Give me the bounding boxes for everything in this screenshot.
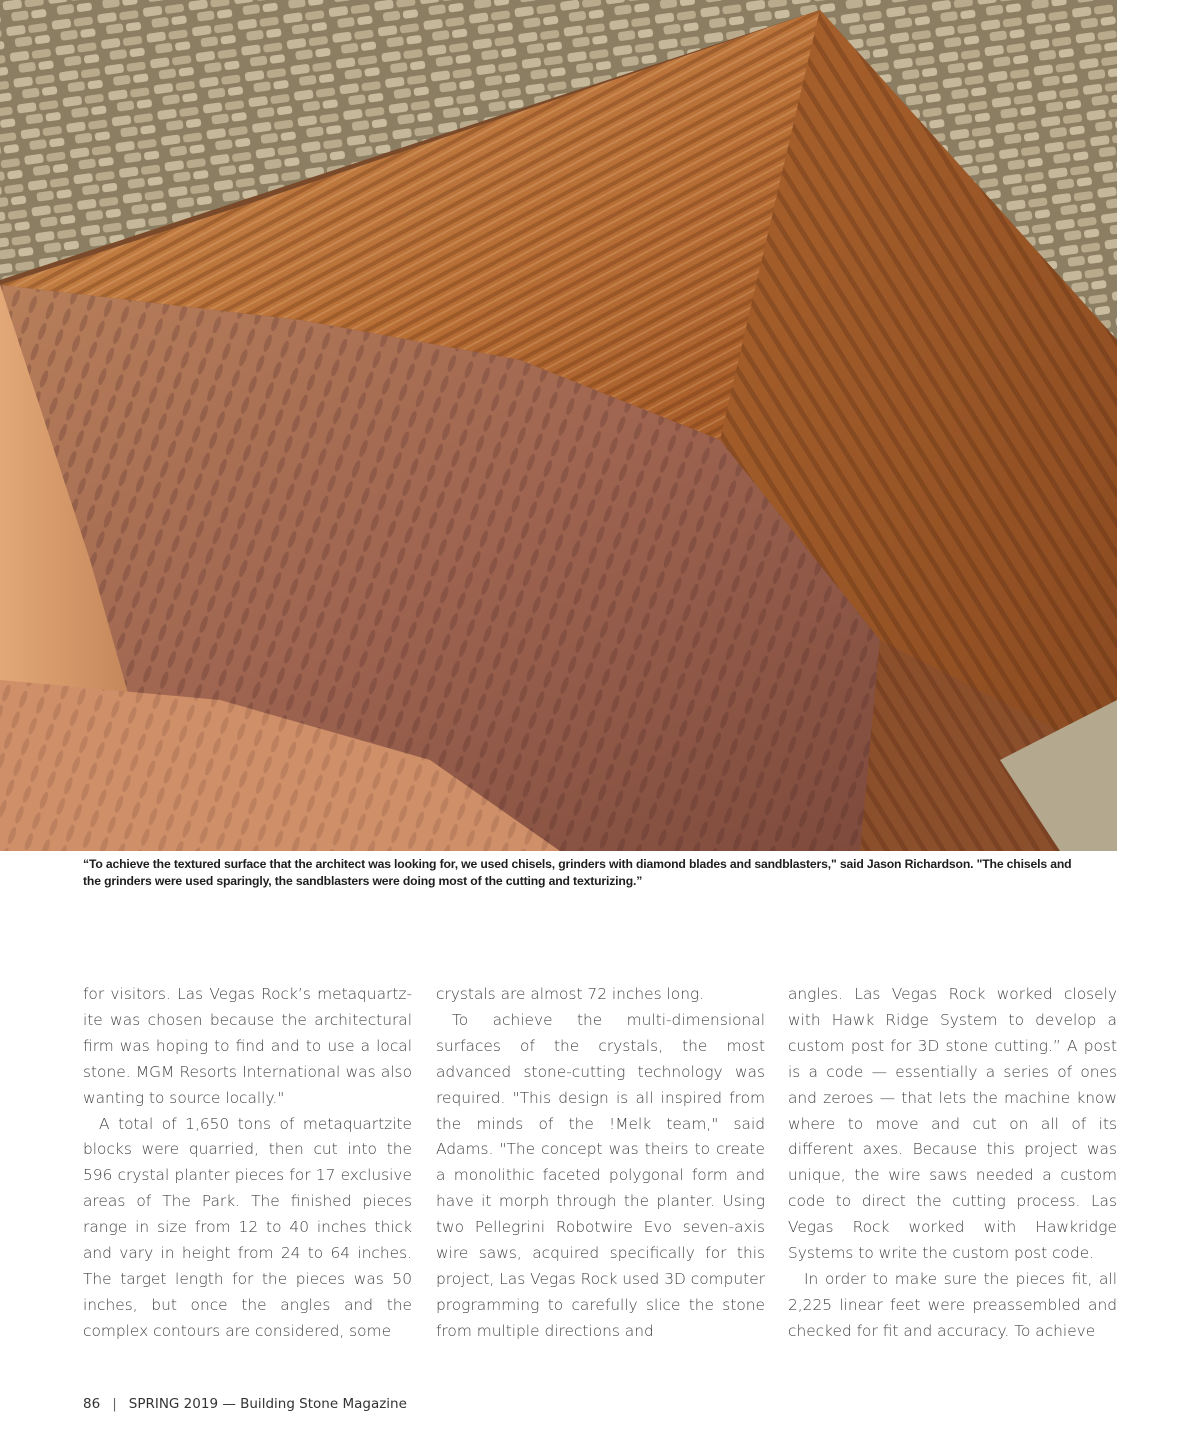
photo-caption: “To achieve the textured surface that the architect was looking for, we used chisels, grinders with diamond blades and sandblasters," said Jason Richardson. "The chisels and the grinders were used sparingly, the sandblasters were doing most of the cutting and texturizing.” [83, 857, 1072, 888]
paragraph: A total of 1,650 tons of metaquartzite blocks were quarried, then cut into the 596 crystal planter pieces for 17 exclusive areas of The Park. The finished pieces range in size from 12 to 40 inches thick and vary in height from 24 to 64 inches. The target length for the pieces was 50 inches, but once the angles and the complex contours are considered, some [83, 1114, 412, 1340]
paragraph: To achieve the multi-dimensional surfaces of the crystals, the most advanced stone-cutting technology was required. "This design is all inspired from the minds of the !Melk team," said Adams. "The concept was theirs to create a monolithic faceted polygonal form and have it morph through the planter. Using two Pellegrini Robotwire Evo seven-axis wire saws, acquired specifically for this project, Las Vegas Rock used 3D computer programming to carefully slice the stone from multiple directions and [436, 1010, 765, 1340]
article-column-2 [436, 982, 765, 1345]
article-column-3 [788, 982, 1117, 1345]
issue-label: SPRING 2019 [128, 1396, 219, 1412]
paragraph: angles. Las Vegas Rock worked closely with Hawk Ridge System to develop a custom post for 3D stone cutting.” A post is a code — essentially a series of ones and zeroes — that lets the machine know where to move and cut on all of its different axes. Because this project was unique, the wire saws needed a custom code to direct the cutting process. Las Vegas Rock worked with Hawkridge Systems to write the custom post code. [788, 985, 1117, 1263]
paragraph: crystals are almost 72 inches long. [436, 985, 705, 1003]
page-footer [83, 1396, 407, 1412]
paragraph: In order to make sure the pieces fit, all 2,225 linear feet were preassembled and checked for fit and accuracy. To achieve [788, 1269, 1117, 1340]
publication-name: — Building Stone Magazine [222, 1396, 407, 1412]
article-column-1 [83, 982, 412, 1345]
page-number: 86 [83, 1396, 101, 1412]
footer-separator: | [112, 1396, 117, 1412]
paragraph: for visitors. Las Vegas Rock’s metaquartzite was chosen because the architectural firm was hoping to find and to use a local stone. MGM Resorts International was also wanting to source locally." [83, 985, 412, 1107]
